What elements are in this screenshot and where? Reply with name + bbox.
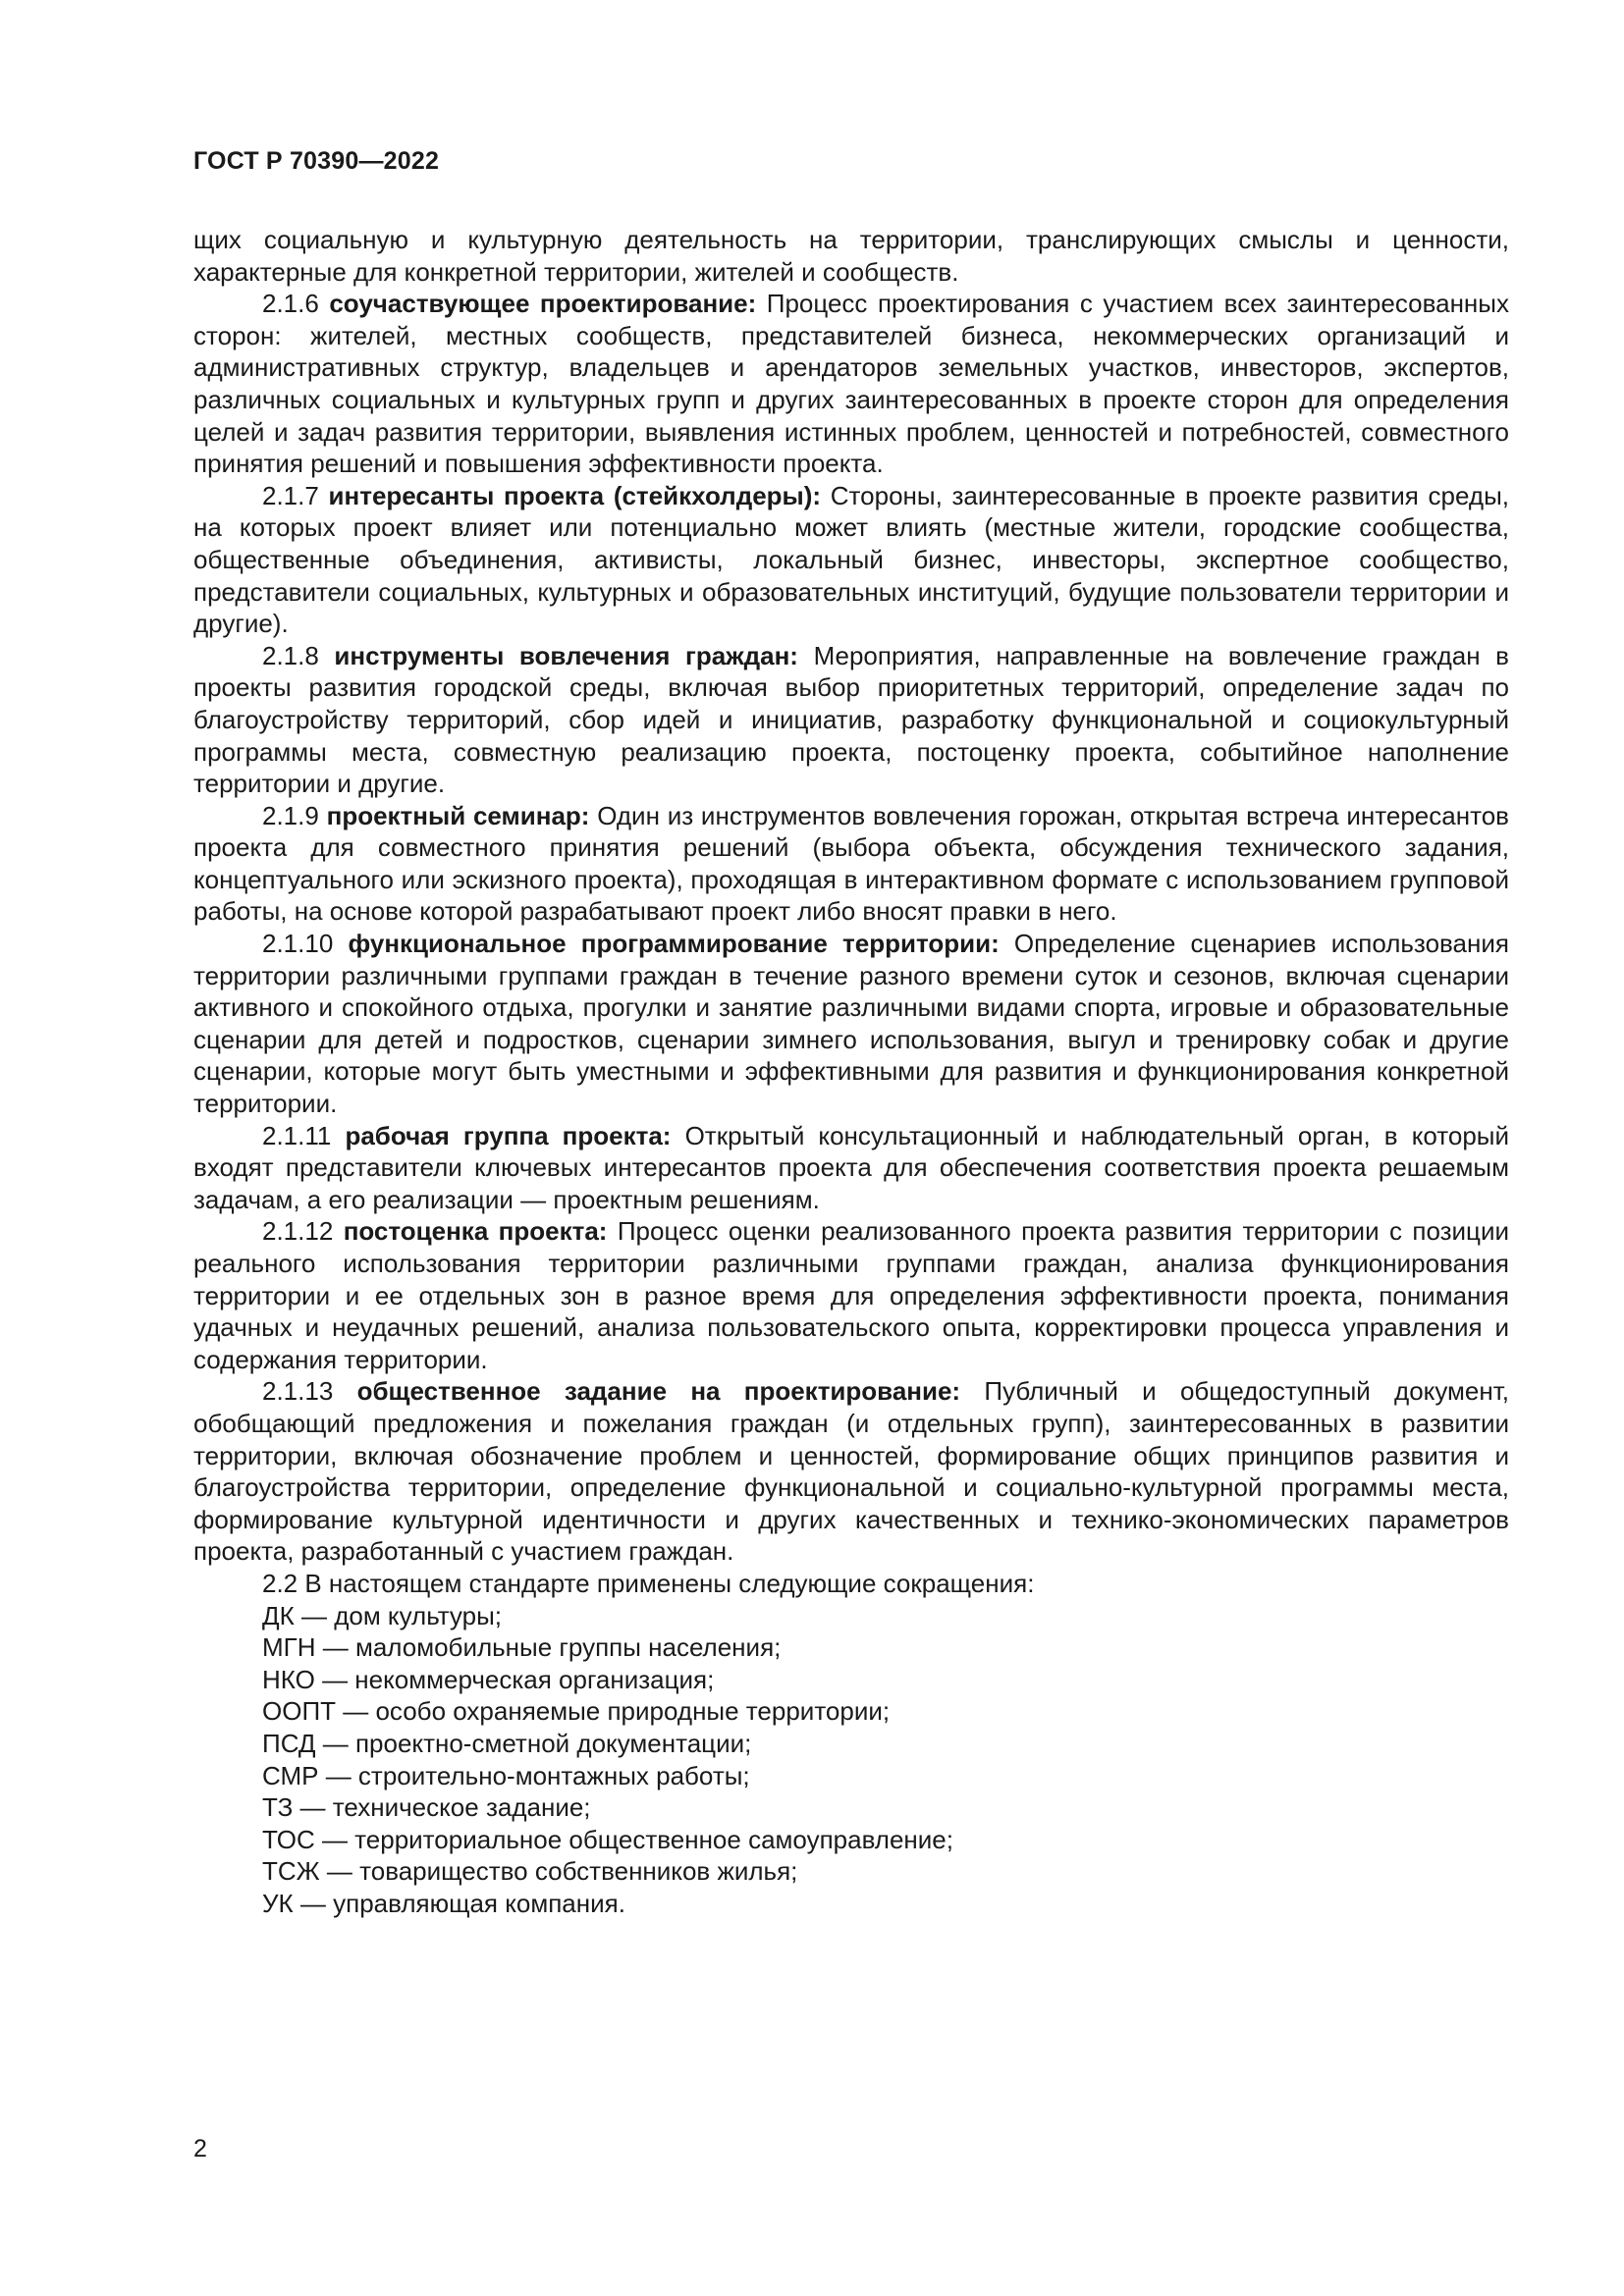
definition-text: Стороны, заинтересованные в проекте развития среды, на которых проект влияет или потенциально может влиять (местные жители, городские сообщества, общественные объединения, активисты, локальный бизнес, инвесторы, экспертное сообщество, представители социальных, культурных и образовательных институций, будущие пользователи территории и другие).: [193, 480, 1509, 639]
definition-2-1-7: [193, 480, 1509, 640]
definition-term: рабочая группа проекта:: [345, 1120, 672, 1150]
definition-number: 2.1.11: [262, 1120, 332, 1150]
abbreviation-item: ООПТ — особо охраняемые природные территории;: [262, 1696, 891, 1727]
abbreviation-item: ТОС — территориальное общественное самоуправление;: [262, 1824, 953, 1854]
definition-term: интересанты проекта (стейкхолдеры):: [328, 480, 822, 510]
definition-term: инструменты вовлечения граждан:: [334, 640, 798, 670]
document-header: ГОСТ Р 70390—2022: [193, 147, 440, 175]
abbreviations-intro: 2.2 В настоящем стандарте применены следующие сокращения:: [262, 1568, 1035, 1598]
definition-term: соучаствующее проектирование:: [329, 289, 757, 319]
document-body: [193, 224, 1509, 1919]
definition-2-1-9: [193, 800, 1509, 928]
definition-number: 2.1.12: [262, 1216, 334, 1247]
definition-text: Один из инструментов вовлечения горожан, открытая встреча интересантов проекта для совместного принятия решений (выбора объекта, обсуждения технического задания, концептуального или эскизного проекта), проходящая в интерактивном формате с использованием групповой работы, на основе которой разрабатывают проект либо вносят правки в него.: [193, 800, 1509, 927]
definition-number: 2.1.9: [262, 800, 319, 830]
definition-term: проектный семинар:: [326, 800, 590, 830]
definition-number: 2.1.6: [262, 289, 319, 319]
definition-text: Публичный и общедоступный документ, обобщающий предложения и пожелания граждан (и отдельных групп), заинтересованных в развитии территории, включая обозначение проблем и ценностей, формирование общих принципов развития и благоустройства территории, определение функциональной и социально-культурной программы места, формирование культурной идентичности и других качественных и технико-экономических параметров проекта, разработанный с участием граждан.: [193, 1376, 1509, 1567]
definition-number: 2.1.10: [262, 929, 334, 959]
abbreviation-item: НКО — некоммерческая организация;: [262, 1664, 715, 1694]
abbreviation-item: ДК — дом культуры;: [262, 1600, 502, 1630]
definition-number: 2.1.8: [262, 640, 319, 670]
definition-text: Процесс оценки реализованного проекта развития территории с позиции реального использования территории различными группами граждан, анализа функционирования территории и ее отдельных зон в разное время для определения эффективности проекта, понимания удачных и неудачных решений, анализа пользовательского опыта, корректировки процесса управления и содержания территории.: [193, 1216, 1509, 1374]
abbreviation-item: СМР — строительно-монтажных работы;: [262, 1760, 750, 1790]
definition-2-1-12: [193, 1215, 1509, 1375]
definition-2-1-8: [193, 640, 1509, 800]
definition-text: Процесс проектирования с участием всех заинтересованных сторон: жителей, местных сообществ, представителей бизнеса, некоммерческих организаций и административных структур, владельцев и арендаторов земельных участков, инвесторов, экспертов, различных социальных и культурных групп и других заинтересованных в проекте сторон для определения целей и задач развития территории, выявления истинных проблем, ценностей и потребностей, совместного принятия решений и повышения эффективности проекта.: [193, 289, 1509, 479]
definition-text: Мероприятия, направленные на вовлечение граждан в проекты развития городской среды, включая выбор приоритетных территорий, определение задач по благоустройству территорий, сбор идей и инициатив, разработку функциональной и социокультурный программы места, совместную реализацию проекта, постоценку проекта, событийное наполнение территории и другие.: [193, 640, 1509, 799]
definition-2-1-11: [193, 1120, 1509, 1216]
definition-number: 2.1.7: [262, 480, 319, 510]
definition-2-1-6: [193, 288, 1509, 480]
definition-2-1-13: [193, 1375, 1509, 1568]
abbreviation-item: ТСЖ — товарищество собственников жилья;: [262, 1856, 798, 1887]
definition-term: постоценка проекта:: [343, 1216, 608, 1247]
abbreviation-item: ПСД — проектно-сметной документации;: [262, 1728, 752, 1758]
definition-text: Открытый консультационный и наблюдательный орган, в который входят представители ключевых интересантов проекта для обеспечения соответствия проекта решаемым задачам, а его реализации — проектным решениям.: [193, 1120, 1510, 1214]
definition-text: Определение сценариев использования территории различными группами граждан в течение разного времени суток и сезонов, включая сценарии активного и спокойного отдыха, прогулки и занятие различными видами спорта, игровые и образовательные сценарии для детей и подростков, сценарии зимнего использования, выгул и тренировку собак и другие сценарии, которые могут быть уместными и эффективными для развития и функционирования конкретной территории.: [193, 929, 1509, 1119]
abbreviation-item: УК — управляющая компания.: [262, 1888, 625, 1918]
definition-2-1-10: [193, 928, 1509, 1120]
continuation-paragraph: щих социальную и культурную деятельность на территории, транслирующих смыслы и ценности, характерные для конкретной территории, жителей и сообществ.: [193, 225, 1509, 287]
abbreviation-item: МГН — маломобильные группы населения;: [262, 1632, 782, 1663]
page-number: 2: [193, 2135, 207, 2163]
abbreviation-item: ТЗ — техническое задание;: [262, 1792, 591, 1823]
definition-term: функциональное программирование территории:: [348, 929, 1000, 959]
definition-number: 2.1.13: [262, 1376, 334, 1407]
definition-term: общественное задание на проектирование:: [356, 1376, 961, 1407]
